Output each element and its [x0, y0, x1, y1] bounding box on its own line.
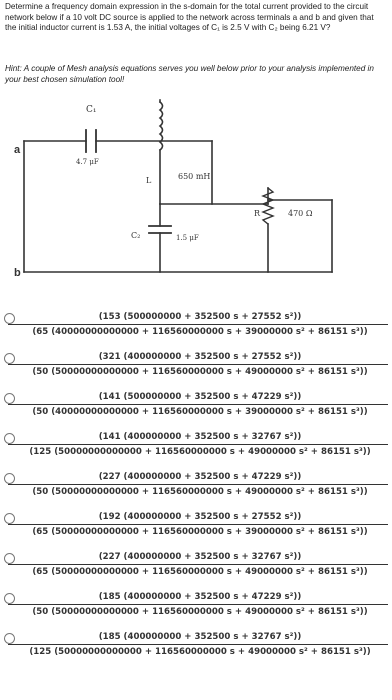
option-5-numerator: (227 (400000000 + 352500 s + 47229 s²)) [98, 472, 302, 482]
inductor-coil [160, 102, 163, 150]
option-7-numerator: (227 (400000000 + 352500 s + 32767 s²)) [98, 552, 302, 562]
fraction-bar [8, 524, 388, 525]
option-8[interactable] [0, 588, 392, 628]
option-5-expression [8, 468, 392, 508]
option-9-numerator: (185 (400000000 + 352500 s + 32767 s²)) [98, 632, 302, 642]
c1-name: C₁ [86, 105, 97, 115]
option-9-denominator: (125 (50000000000000 + 116560000000 s + 49000000 s² + 86151 s³)) [29, 647, 371, 657]
option-6-expression [8, 508, 392, 548]
option-4-numerator: (141 (400000000 + 352500 s + 32767 s²)) [98, 432, 302, 442]
option-1[interactable] [0, 308, 392, 348]
fraction-bar [8, 324, 388, 325]
option-1-numerator: (153 (500000000 + 352500 s + 27552 s²)) [98, 312, 302, 322]
circuit-diagram [0, 0, 392, 300]
c1-value: 4.7 μF [76, 158, 99, 166]
fraction-bar [8, 364, 388, 365]
option-4-denominator: (125 (50000000000000 + 116560000000 s + 49000000 s² + 86151 s³)) [29, 447, 371, 457]
option-6-denominator: (65 (50000000000000 + 116560000000 s + 39000000 s² + 86151 s³)) [32, 527, 368, 537]
c2-value: 1.5 μF [176, 234, 199, 242]
option-1-expression [8, 308, 392, 348]
option-7[interactable] [0, 548, 392, 588]
l-value: 650 mH [178, 172, 211, 181]
r-name: R [254, 209, 261, 218]
option-9[interactable] [0, 628, 392, 668]
option-8-numerator: (185 (400000000 + 352500 s + 47229 s²)) [98, 592, 302, 602]
c2-name: C₂ [131, 231, 141, 240]
fraction-bar [8, 484, 388, 485]
option-1-denominator: (65 (40000000000000 + 116560000000 s + 39000000 s² + 86151 s³)) [32, 327, 368, 337]
fraction-bar [8, 404, 388, 405]
option-3-numerator: (141 (500000000 + 352500 s + 47229 s²)) [98, 392, 302, 402]
fraction-bar [8, 644, 388, 645]
option-4-expression [8, 428, 392, 468]
fraction-bar [8, 564, 388, 565]
option-3-expression [8, 388, 392, 428]
option-5-denominator: (50 (50000000000000 + 116560000000 s + 49000000 s² + 86151 s³)) [32, 487, 368, 497]
r-value: 470 Ω [288, 209, 313, 218]
option-7-denominator: (65 (50000000000000 + 116560000000 s + 49000000 s² + 86151 s³)) [32, 567, 368, 577]
option-5[interactable] [0, 468, 392, 508]
option-9-expression [8, 628, 392, 668]
option-2-numerator: (321 (400000000 + 352500 s + 27552 s²)) [98, 352, 302, 362]
terminal-b-label: b [14, 267, 21, 279]
option-3-denominator: (50 (40000000000000 + 116560000000 s + 39000000 s² + 86151 s³)) [32, 407, 368, 417]
option-2-expression [8, 348, 392, 388]
fraction-bar [8, 604, 388, 605]
option-7-expression [8, 548, 392, 588]
resistor-zigzag [263, 188, 273, 224]
question-text: Determine a frequency domain expression in the s-domain for the total current provided to the circuit network below if a 10 volt DC source is applied to the network across terminals a and b and given that the initial inductor current is 1.53 A, the initial voltages of C₁ is 2.5 V with C₂ being 6.21 V? [5, 2, 374, 33]
fraction-bar [8, 444, 388, 445]
option-6[interactable] [0, 508, 392, 548]
hint-text: Hint: A couple of Mesh analysis equations serves you well below prior to your analysis implemented in your best chosen simulation tool! [5, 64, 374, 84]
option-8-denominator: (50 (50000000000000 + 116560000000 s + 49000000 s² + 86151 s³)) [32, 607, 368, 617]
option-2[interactable] [0, 348, 392, 388]
option-6-numerator: (192 (400000000 + 352500 s + 27552 s²)) [98, 512, 302, 522]
option-4[interactable] [0, 428, 392, 468]
terminal-a-label: a [14, 144, 21, 156]
option-8-expression [8, 588, 392, 628]
l-name: L [146, 176, 152, 185]
option-2-denominator: (50 (50000000000000 + 116560000000 s + 49000000 s² + 86151 s³)) [32, 367, 368, 377]
option-3[interactable] [0, 388, 392, 428]
